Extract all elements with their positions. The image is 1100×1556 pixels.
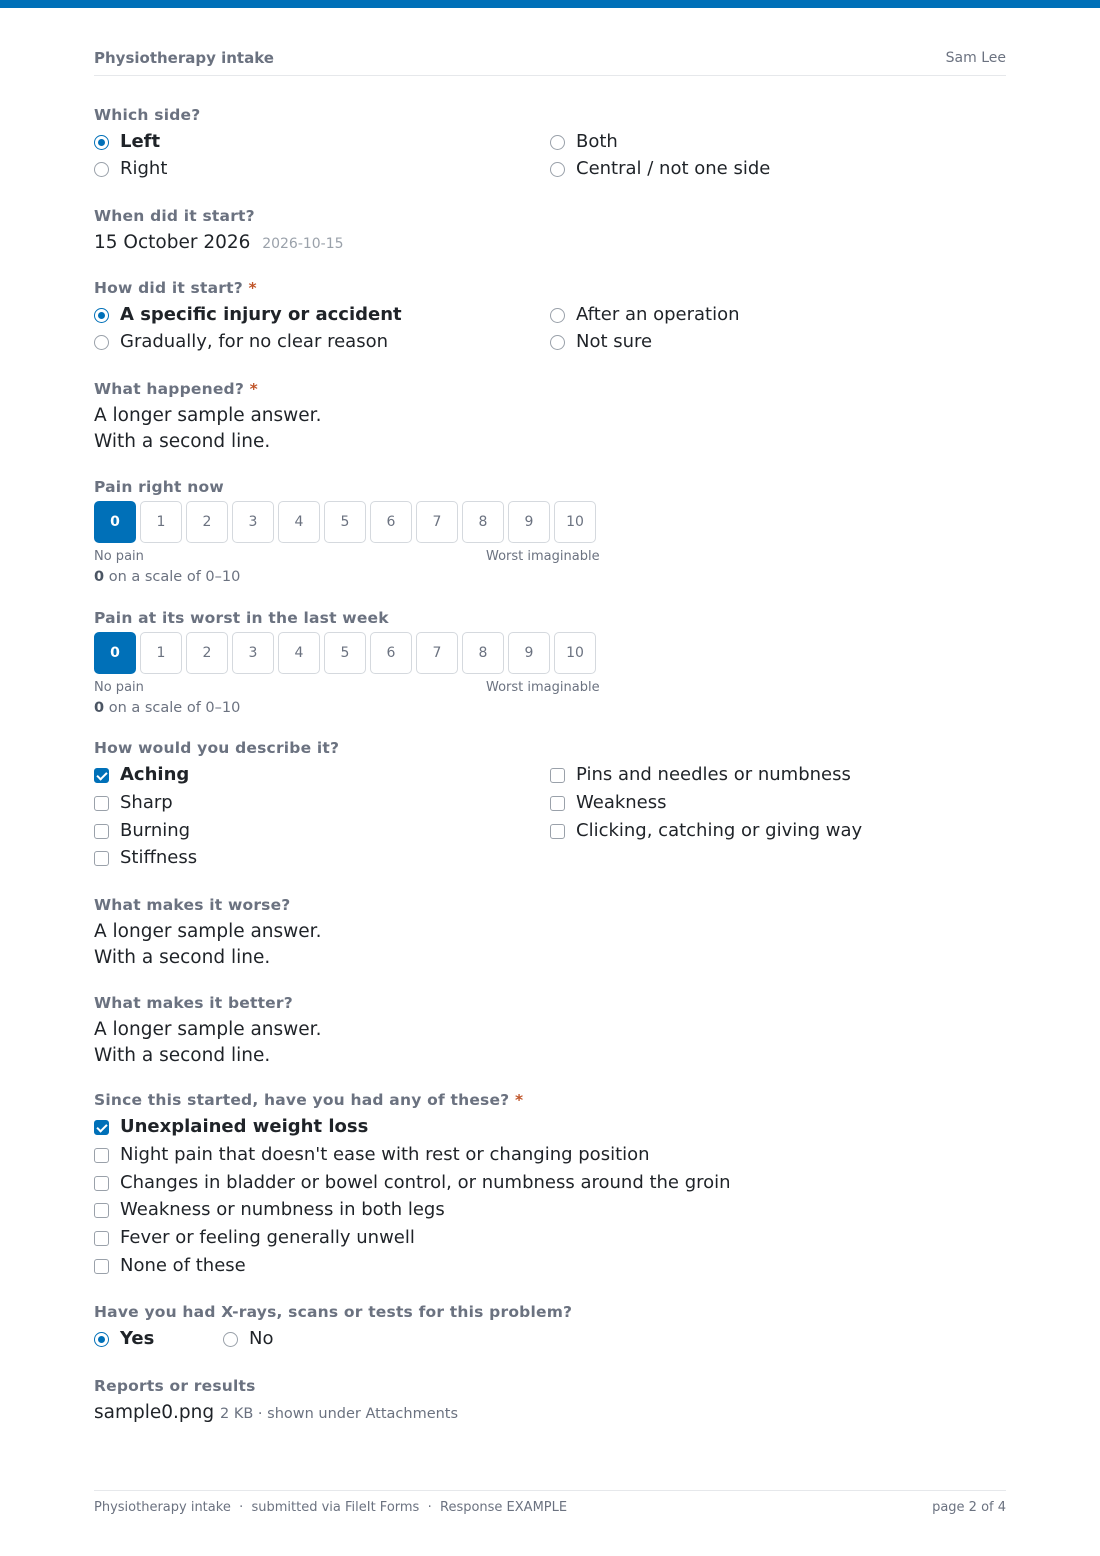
option-label: Night pain that doesn't ease with rest or changing position [120, 1144, 650, 1165]
form-title: Physiotherapy intake [94, 49, 274, 67]
pain-scale [94, 501, 598, 543]
scale-cell-6[interactable]: 6 [370, 632, 412, 674]
date-iso: 2026-10-15 [262, 236, 344, 252]
label-text: Since this started, have you had any of these? [94, 1091, 510, 1109]
scale-summary-value: 0 [94, 569, 105, 585]
text-answer: A longer sample answer. With a second line. [94, 405, 322, 452]
scale-cell-2[interactable]: 2 [186, 632, 228, 674]
question-what-happened [94, 379, 1006, 452]
question-label [94, 379, 1006, 399]
checkbox-icon[interactable] [94, 824, 109, 839]
pain-scale [94, 632, 598, 674]
scale-cell-10[interactable]: 10 [554, 632, 596, 674]
question-label [94, 278, 1006, 298]
question-label: Pain right now [94, 478, 224, 496]
footer-info: Physiotherapy intake · submitted via FileIt Forms · Response EXAMPLE [94, 1500, 568, 1515]
scale-cell-6[interactable]: 6 [370, 501, 412, 543]
required-mark: * [248, 279, 257, 297]
scale-cell-3[interactable]: 3 [232, 501, 274, 543]
attachment-meta: 2 KB · shown under Attachments [220, 1406, 459, 1422]
radio-icon[interactable] [550, 135, 565, 150]
text-answer: A longer sample answer. With a second line. [94, 921, 322, 968]
question-reports [94, 1376, 1006, 1423]
option-label: Stiffness [120, 847, 198, 868]
checkbox-icon[interactable] [94, 796, 109, 811]
attachment-file-name[interactable]: sample0.png [94, 1402, 215, 1423]
top-accent-bar [0, 0, 1100, 8]
scale-cell-8[interactable]: 8 [462, 501, 504, 543]
page-number: page 2 of 4 [932, 1500, 1006, 1515]
question-label: Which side? [94, 106, 201, 124]
scale-high-label: Worst imaginable [486, 549, 600, 564]
required-mark: * [249, 380, 258, 398]
radio-icon[interactable] [94, 335, 109, 350]
scale-low-label: No pain [94, 680, 144, 695]
checkbox-icon[interactable] [550, 768, 565, 783]
question-label: Have you had X-rays, scans or tests for this problem? [94, 1303, 573, 1321]
radio-icon[interactable] [94, 162, 109, 177]
question-label: What makes it better? [94, 994, 293, 1012]
checkbox-icon[interactable] [550, 824, 565, 839]
option-label: Aching [120, 764, 190, 785]
question-label: Reports or results [94, 1377, 256, 1395]
page-header [94, 48, 1006, 76]
question-worse [94, 895, 1006, 968]
question-pain-worst [94, 608, 1006, 716]
radio-selected-icon[interactable] [94, 1332, 109, 1347]
scale-cell-3[interactable]: 3 [232, 632, 274, 674]
option-label: Yes [120, 1328, 155, 1349]
checkbox-icon[interactable] [94, 1148, 109, 1163]
scale-summary-text: on a scale of 0–10 [108, 700, 241, 716]
option-label: Both [576, 131, 618, 152]
scale-cell-7[interactable]: 7 [416, 501, 458, 543]
option-label: After an operation [576, 304, 740, 325]
text-answer: A longer sample answer. With a second line. [94, 1019, 322, 1066]
question-label: Pain at its worst in the last week [94, 609, 389, 627]
radio-icon[interactable] [223, 1332, 238, 1347]
checkbox-icon[interactable] [94, 851, 109, 866]
question-label [94, 1090, 1006, 1110]
question-red-flags [94, 1090, 1006, 1276]
scale-summary [94, 569, 240, 585]
scale-low-label: No pain [94, 549, 144, 564]
scale-cell-7[interactable]: 7 [416, 632, 458, 674]
scale-summary-text: on a scale of 0–10 [108, 569, 241, 585]
question-describe [94, 738, 1006, 868]
scale-summary-value: 0 [94, 700, 105, 716]
option-label: Weakness [576, 792, 667, 813]
option-label: Central / not one side [576, 158, 771, 179]
radio-icon[interactable] [550, 308, 565, 323]
checkbox-icon[interactable] [94, 1203, 109, 1218]
date-value: 15 October 2026 [94, 232, 251, 253]
label-text: How did it start? [94, 279, 243, 297]
question-onset [94, 278, 1006, 352]
scale-cell-4[interactable]: 4 [278, 632, 320, 674]
option-label: A specific injury or accident [120, 304, 402, 325]
radio-icon[interactable] [550, 335, 565, 350]
option-label: Right [120, 158, 168, 179]
label-text: What happened? [94, 380, 245, 398]
scale-high-label: Worst imaginable [486, 680, 600, 695]
option-label: No [249, 1328, 274, 1349]
checkbox-icon[interactable] [550, 796, 565, 811]
required-mark: * [514, 1091, 524, 1109]
question-pain-now [94, 477, 1006, 585]
question-start-date [94, 206, 1006, 253]
scale-cell-2[interactable]: 2 [186, 501, 228, 543]
question-label: When did it start? [94, 207, 255, 225]
scale-cell-8[interactable]: 8 [462, 632, 504, 674]
radio-selected-icon[interactable] [94, 308, 109, 323]
attachment[interactable] [94, 1402, 458, 1423]
option-label: Not sure [576, 331, 653, 352]
scale-cell-0[interactable]: 0 [94, 501, 136, 543]
option-label: None of these [120, 1255, 246, 1276]
scale-cell-1[interactable]: 1 [140, 501, 182, 543]
checkbox-icon[interactable] [94, 1231, 109, 1246]
option-label: Gradually, for no clear reason [120, 331, 388, 352]
question-label: What makes it worse? [94, 896, 291, 914]
option-label: Burning [120, 820, 191, 841]
scale-cell-9[interactable]: 9 [508, 632, 550, 674]
radio-selected-icon[interactable] [94, 135, 109, 150]
scale-cell-10[interactable]: 10 [554, 501, 596, 543]
checkbox-checked-icon[interactable] [94, 768, 109, 783]
option-label: Sharp [120, 792, 173, 813]
question-label: How would you describe it? [94, 739, 340, 757]
scale-cell-1[interactable]: 1 [140, 632, 182, 674]
checkbox-icon[interactable] [94, 1176, 109, 1191]
scale-cell-9[interactable]: 9 [508, 501, 550, 543]
option-label: Fever or feeling generally unwell [120, 1227, 415, 1248]
page-footer [94, 1490, 1006, 1515]
date-answer [94, 230, 344, 257]
scale-cell-5[interactable]: 5 [324, 632, 366, 674]
option-label: Clicking, catching or giving way [576, 820, 863, 841]
scale-cell-5[interactable]: 5 [324, 501, 366, 543]
question-tests [94, 1302, 1006, 1349]
scale-summary [94, 700, 240, 716]
question-side [94, 105, 1006, 179]
checkbox-checked-icon[interactable] [94, 1120, 109, 1135]
option-label: Left [120, 131, 161, 152]
user-name: Sam Lee [945, 50, 1006, 66]
checkbox-icon[interactable] [94, 1259, 109, 1274]
option-label: Pins and needles or numbness [576, 764, 851, 785]
scale-cell-0[interactable]: 0 [94, 632, 136, 674]
option-label: Unexplained weight loss [120, 1116, 369, 1137]
scale-cell-4[interactable]: 4 [278, 501, 320, 543]
question-better [94, 993, 1006, 1066]
radio-icon[interactable] [550, 162, 565, 177]
option-label: Weakness or numbness in both legs [120, 1199, 445, 1220]
option-label: Changes in bladder or bowel control, or numbness around the groin [120, 1172, 731, 1193]
